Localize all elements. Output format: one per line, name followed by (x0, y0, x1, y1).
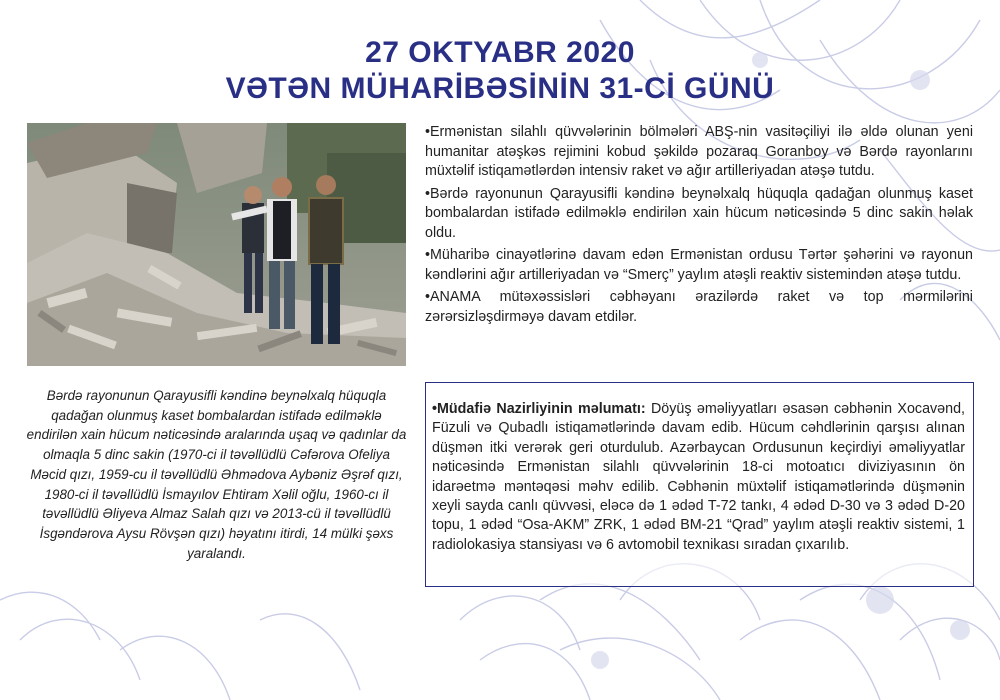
news-bullets (425, 123, 973, 330)
report-date: 27 OKTYABR 2020 (365, 36, 635, 69)
ministry-info-text (432, 400, 965, 555)
news-photo (27, 123, 406, 366)
news-bullet: •ANAMA mütəxəssisləri cəbhəyanı ərazilərdə raket və top mərmilərini zərərsizləşdirməyə davam etdilər. (425, 289, 973, 325)
news-bullet: •Ermənistan silahlı qüvvələrinin bölmələri ABŞ-nin vasitəçiliyi ilə əldə olunan yeni humanitar atəşkəs rejimini kobud şəkildə pozaraq Goranboy və Bərdə rayonlarını müxtəlif istiqamətlərdən intensiv raket və ağır artilleriyadan atəşə tutdu. (425, 124, 973, 179)
photo-caption: Bərdə rayonunun Qarayusifli kəndinə beynəlxalq hüquqla qadağan olunmuş kaset bombalardan istifadə edilməklə endirilən xain hücum nəticəsində aralarında uşaq və qadınlar da olmaqla 5 dinc sakin (1970-ci il təvəllüdlü Cəfərova Ofeliya Məcid qızı, 1959-cu il təvəllüdlü Əhmədova Aybəniz Əşrəf qızı, 1980-ci il təvəllüdlü İsmayılov Ehtiram Xəlil oğlu, 1960-cı il təvəllüdlü Əliyeva Almaz Salah qızı və 2013-cü il təvəllüdlü İsgəndərova Aysu Rövşən qızı) həyatını itirdi, 14 mülki şəxs yaralandı. (26, 388, 407, 561)
news-bullet: •Müharibə cinayətlərinə davam edən Ermənistan ordusu Tərtər şəhərini və rayonun kəndlərini ağır artilleriyadan və “Smerç” yaylım atəşli reaktiv sistemindən atəşə tutdu. (425, 247, 973, 283)
ministry-info-box (425, 382, 974, 587)
page-title: VƏTƏN MÜHARİBƏSİNİN 31-Cİ GÜNÜ (225, 72, 775, 105)
ministry-info-label: •Müdafiə Nazirliyinin məlumatı: (432, 401, 646, 417)
ministry-info-body: Döyüş əməliyyatları əsasən cəbhənin Xocavənd, Füzuli və Qubadlı istiqamətlərində davam edib. Hücum cəhdlərinin qarşısı alınan düşmən itki verərək geri oturdulub. Azərbaycan Ordusunun keçirdiyi əməliyyatlar nəticəsində Ermənistan silahlı qüvvələrinin 18-ci motoatıcı diviziyasının ön idarəetmə məntəqəsi məhv edilib. Cəbhənin müxtəlif istiqamətlərində düşmənin xeyli sayda canlı qüvvəsi, eləcə də 1 ədəd T-72 tankı, 4 ədəd D-30 və 3 ədəd D-20 topu, 1 ədəd “Osa-AKM” ZRK, 1 ədəd BM-21 “Qrad” yaylım atəşli reaktiv sistemi, 1 radiolokasiya stansiyası və 6 avtomobil texnikası sıradan çıxarılıb. (432, 401, 965, 553)
news-bullet: •Bərdə rayonunun Qarayusifli kəndinə beynəlxalq hüquqla qadağan olunmuş kaset bombalardan istifadə edilməklə endirilən xain hücum nəticəsində 5 dinc sakin həlak oldu. (425, 185, 973, 241)
